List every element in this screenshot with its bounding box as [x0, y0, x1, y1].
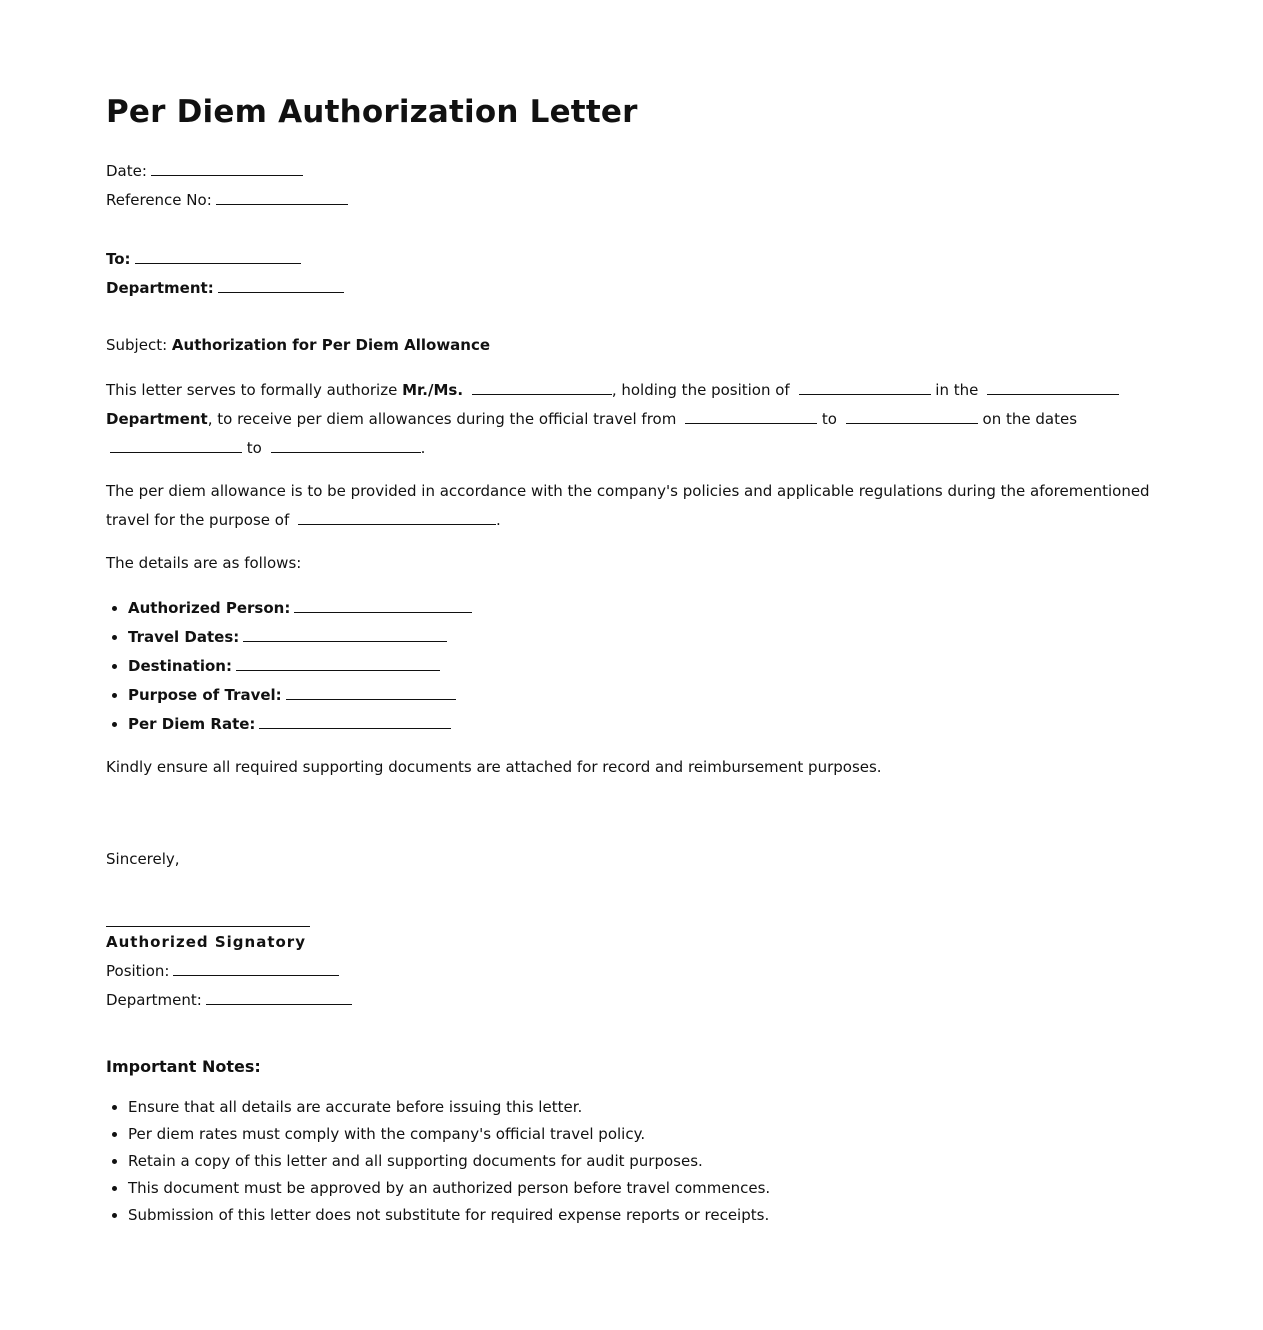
purpose-of-travel-field[interactable] — [286, 680, 456, 700]
subject-text: Authorization for Per Diem Allowance — [171, 336, 491, 354]
position-field[interactable] — [799, 375, 931, 395]
detail-label: Authorized Person: — [128, 599, 291, 617]
signatory-title: Authorized Signatory — [106, 933, 306, 951]
detail-label: Travel Dates: — [128, 628, 240, 646]
to-field[interactable] — [135, 244, 301, 264]
to-line — [106, 244, 1166, 273]
list-item — [128, 651, 1166, 680]
p1-text-b: , holding the position of — [611, 381, 790, 399]
signature-field[interactable] — [106, 909, 310, 927]
p1-end: . — [420, 439, 426, 457]
recipient-department-field[interactable] — [218, 273, 344, 293]
p1-text-c: in the — [935, 381, 979, 399]
authorization-paragraph — [106, 375, 1166, 462]
department-field[interactable] — [987, 375, 1119, 395]
reference-label: Reference No: — [106, 191, 212, 209]
p2-text: The per diem allowance is to be provided in accordance with the company's policies and applicable regulations during the aforementioned travel for the purpose of — [106, 482, 1150, 529]
purpose-field[interactable] — [298, 505, 496, 525]
list-item — [128, 593, 1166, 622]
reference-field[interactable] — [216, 185, 348, 205]
page-title: Per Diem Authorization Letter — [106, 94, 638, 130]
list-item: • Retain a copy of this letter and all supporting documents for audit purposes. — [128, 1148, 1166, 1175]
closing-note: Kindly ensure all required supporting documents are attached for record and reimbursement purposes. — [106, 758, 882, 776]
p1-mrms: Mr./Ms. — [402, 381, 464, 399]
list-item: • This document must be approved by an authorized person before travel commences. — [128, 1175, 1166, 1202]
list-item: • Per diem rates must comply with the company's official travel policy. — [128, 1121, 1166, 1148]
to-label: To: — [106, 250, 131, 268]
p1-text-d: , to receive per diem allowances during the official travel from — [207, 410, 677, 428]
detail-label: Destination: — [128, 657, 232, 675]
notes-list — [106, 1094, 1166, 1229]
date-field[interactable] — [151, 156, 303, 176]
travel-to-field[interactable] — [846, 404, 978, 424]
detail-label: Per Diem Rate: — [128, 715, 256, 733]
details-list — [106, 593, 1166, 738]
p1-text-f: on the dates — [982, 410, 1078, 428]
per-diem-rate-field[interactable] — [259, 709, 451, 729]
letter-meta — [106, 156, 1166, 214]
recipient-department-line — [106, 273, 1166, 302]
signatory-department-field[interactable] — [206, 985, 352, 1005]
subject-line — [106, 332, 1166, 359]
date-label: Date: — [106, 162, 147, 180]
p1-department: Department — [106, 410, 208, 428]
recipient-department-label: Department: — [106, 279, 214, 297]
list-item: • Submission of this letter does not substitute for required expense reports or receipts. — [128, 1202, 1166, 1229]
signatory-position-label: Position: — [106, 962, 170, 980]
p1-text-a: This letter serves to formally authorize — [106, 381, 398, 399]
end-date-field[interactable] — [271, 433, 421, 453]
authorized-person-field[interactable] — [294, 593, 472, 613]
travel-dates-field[interactable] — [243, 622, 447, 642]
signature-block — [106, 909, 1166, 1014]
purpose-paragraph — [106, 478, 1166, 534]
list-item: • Ensure that all details are accurate before issuing this letter. — [128, 1094, 1166, 1121]
employee-name-field[interactable] — [472, 375, 612, 395]
list-item — [128, 680, 1166, 709]
p1-text-e: to — [821, 410, 837, 428]
signatory-department-line — [106, 985, 1166, 1014]
p2-end: . — [496, 511, 501, 529]
notes-heading: Important Notes: — [106, 1057, 261, 1076]
travel-from-field[interactable] — [685, 404, 817, 424]
recipient-block — [106, 244, 1166, 302]
p1-text-g: to — [246, 439, 262, 457]
subject-label: Subject: — [106, 336, 168, 354]
details-intro: The details are as follows: — [106, 554, 302, 572]
detail-label: Purpose of Travel: — [128, 686, 282, 704]
date-line — [106, 156, 1166, 185]
list-item — [128, 709, 1166, 738]
signatory-position-field[interactable] — [173, 956, 339, 976]
destination-field[interactable] — [236, 651, 440, 671]
list-item — [128, 622, 1166, 651]
start-date-field[interactable] — [110, 433, 242, 453]
signatory-position-line — [106, 956, 1166, 985]
signoff: Sincerely, — [106, 850, 180, 868]
signatory-department-label: Department: — [106, 991, 202, 1009]
reference-line — [106, 185, 1166, 214]
